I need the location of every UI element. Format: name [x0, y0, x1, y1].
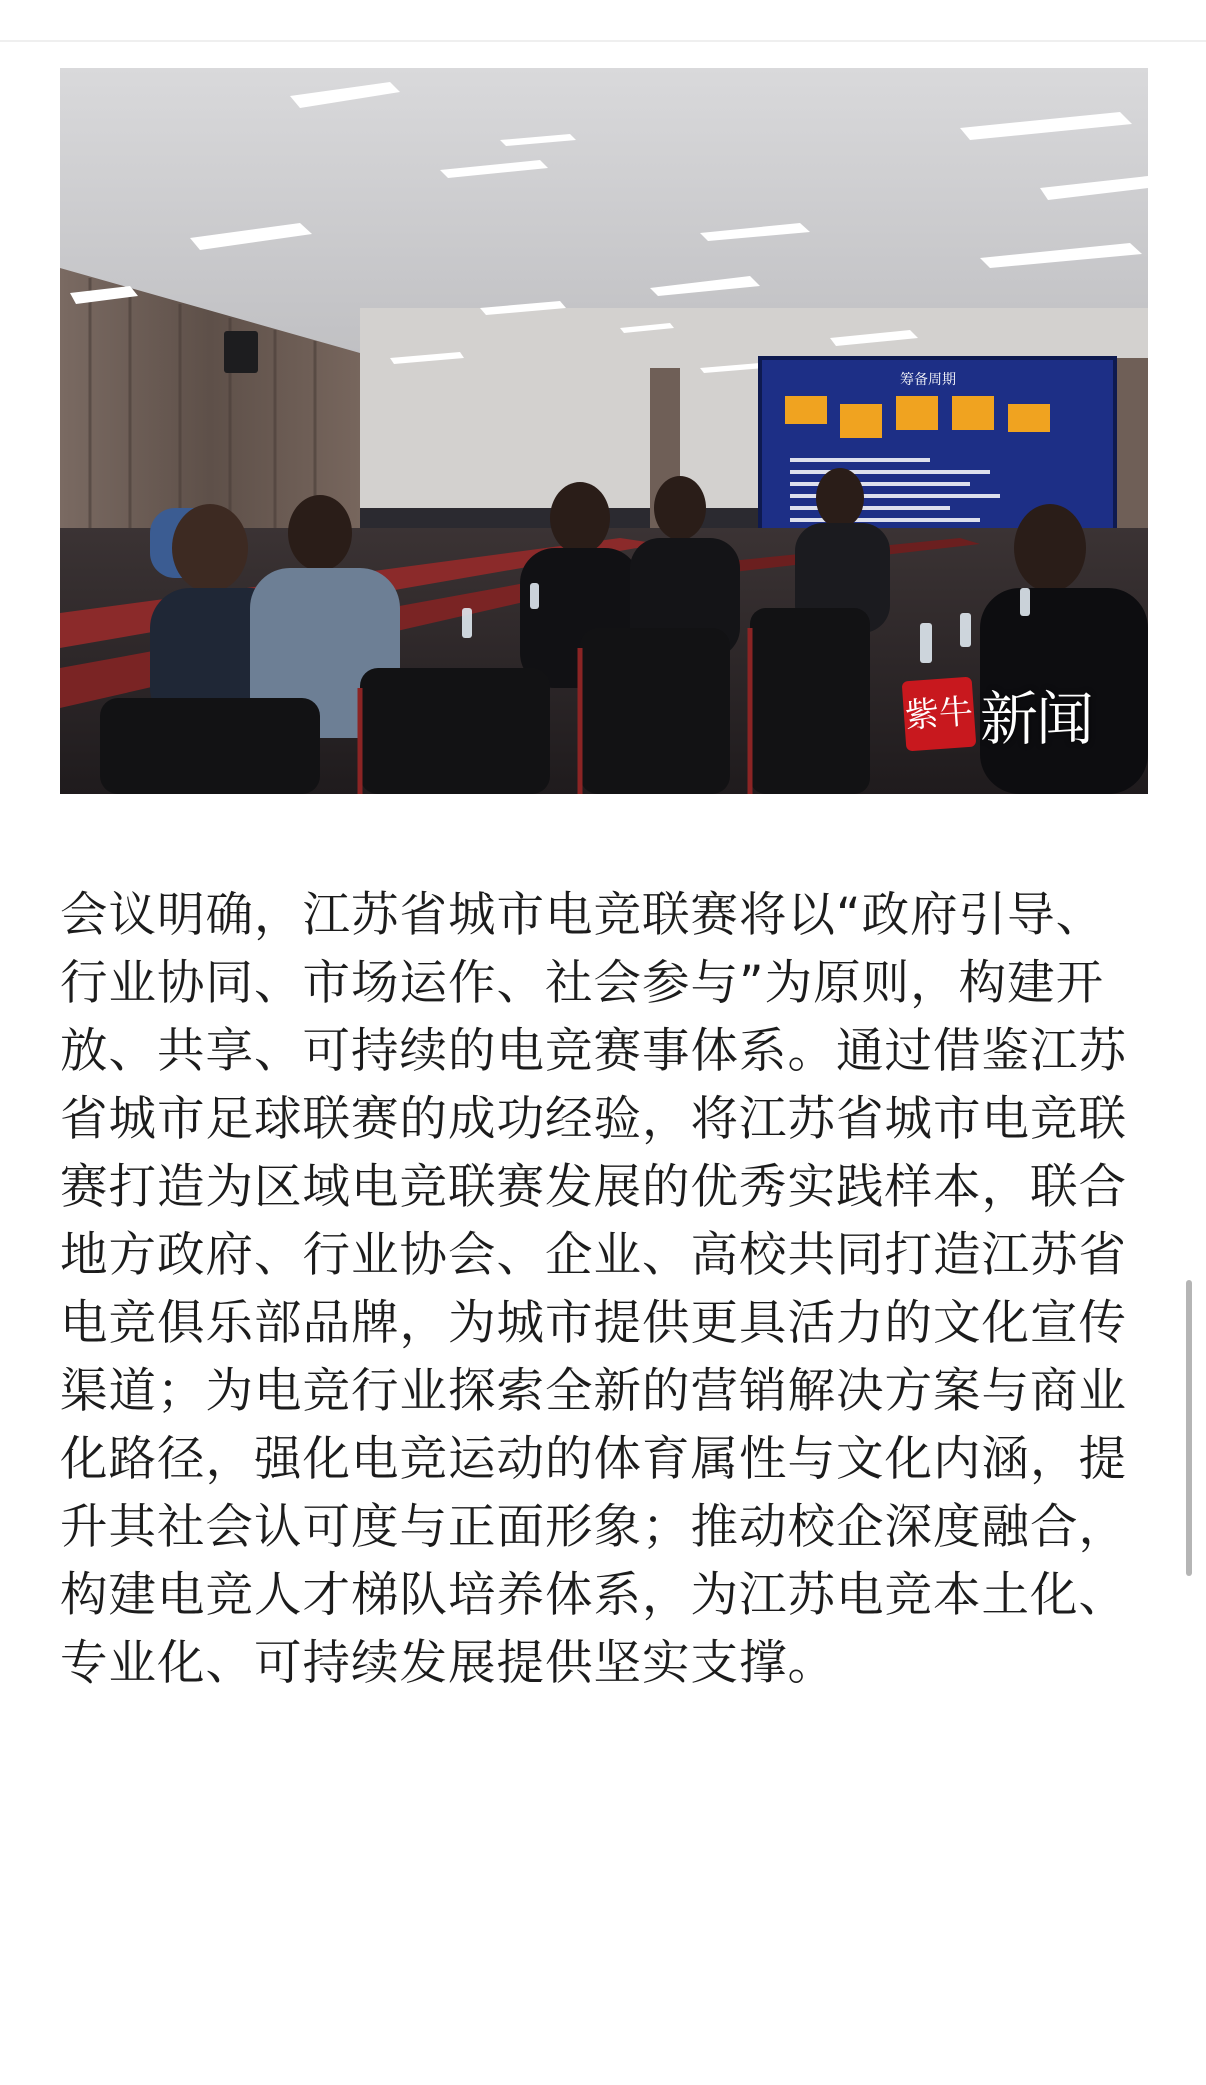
scrollbar-thumb[interactable]	[1186, 1280, 1192, 1576]
article-photo[interactable]	[60, 68, 1148, 794]
article-paragraph: 会议明确，江苏省城市电竞联赛将以“政府引导、行业协同、市场运作、社会参与”为原则，构建开放、共享、可持续的电竞赛事体系。通过借鉴江苏省城市足球联赛的成功经验，将江苏省城市电竞联赛打造为区域电竞联赛发展的优秀实践样本，联合地方政府、行业协会、企业、高校共同打造江苏省电竞俱乐部品牌，为城市提供更具活力的文化宣传渠道；为电竞行业探索全新的营销解决方案与商业化路径，强化电竞运动的体育属性与文化内涵，提升其社会认可度与正面形象；推动校企深度融合，构建电竞人才梯队培养体系，为江苏电竞本土化、专业化、可持续发展提供坚实支撑。	[60, 888, 1127, 1691]
top-divider	[0, 40, 1206, 42]
watermark-text: 新闻	[979, 685, 1092, 753]
screen-title: 筹备周期	[900, 372, 956, 388]
watermark-seal: 紫牛	[902, 677, 977, 752]
news-watermark	[904, 672, 1092, 756]
